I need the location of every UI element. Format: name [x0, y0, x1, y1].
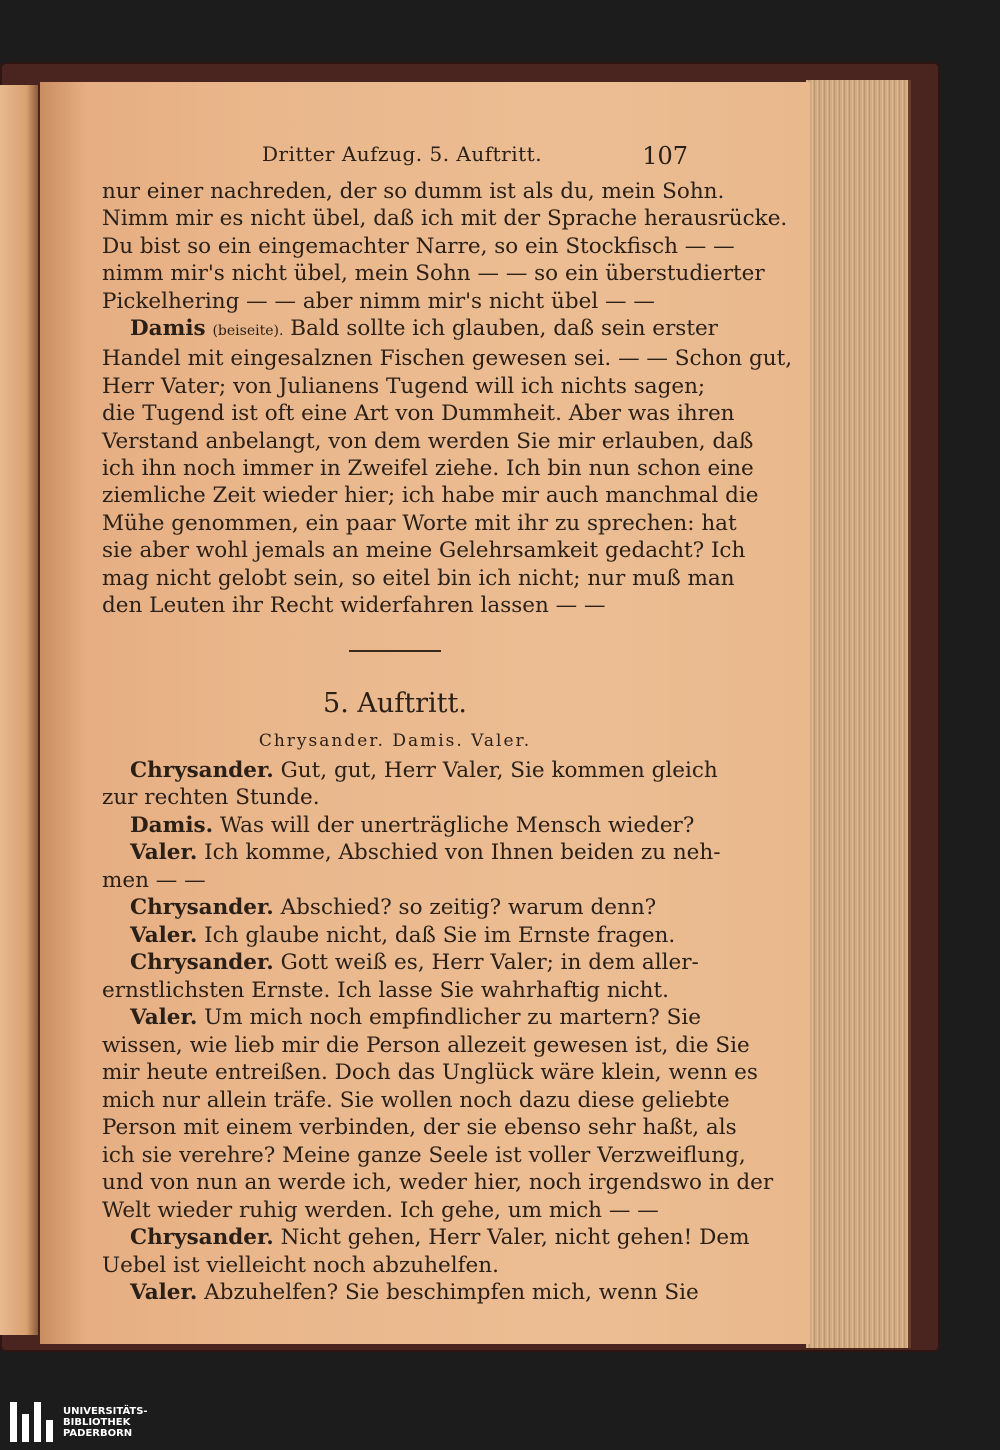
speech-first-line — [102, 812, 695, 840]
speech-first-line — [102, 1279, 699, 1307]
text-line: zur rechten Stunde. — [102, 785, 320, 810]
text-line: sie aber wohl jemals an meine Gelehrsamkeit gedacht? Ich — [102, 538, 746, 564]
text-line: Pickelhering — — aber nimm mir's nicht übel — — — [102, 288, 655, 314]
text-line: Person mit einem verbinden, der sie ebenso sehr haßt, als — [102, 1115, 737, 1140]
text-line: die Tugend ist oft eine Art von Dummheit. Aber was ihren — [102, 401, 735, 427]
text-line: men — — — [102, 867, 206, 893]
speech-first-line — [102, 1004, 701, 1032]
speech-text: Ich glaube nicht, daß Sie im Ernste fragen. — [204, 922, 676, 948]
text-line: mich nur allein träfe. Sie wollen noch dazu diese geliebte — [102, 1087, 730, 1113]
dialogue — [102, 757, 774, 1307]
speech-first-line — [102, 949, 699, 977]
page-text — [102, 142, 793, 1307]
text-line: Nimm mir es nicht übel, daß ich mit der Sprache herausrücke. — [102, 206, 788, 232]
text-line: und von nun an werde ich, weder hier, noch irgendswo in der — [102, 1170, 774, 1195]
text-line: ich ihn noch immer in Zweifel ziehe. Ich bin nun schon eine — [102, 456, 754, 482]
speech-text: Abschied? so zeitig? warum denn? — [280, 895, 657, 920]
speaker-name: Damis — [130, 316, 206, 342]
scene-persons: Chrysander. Damis. Valer. — [258, 730, 532, 751]
text-line: ich sie verehre? Meine ganze Seele ist voller Verzweiflung, — [102, 1142, 746, 1168]
text-line: mag nicht gelobt sein, so eitel bin ich nicht; nur muß man — [102, 565, 735, 591]
speaker-name: Valer. — [130, 1280, 198, 1305]
speech-text: Ich komme, Abschied von Ihnen beiden zu neh- — [204, 840, 721, 865]
text-line: Verstand anbelangt, von dem werden Sie mir erlauben, daß — [102, 428, 754, 454]
stage-direction: (beiseite). — [212, 323, 284, 340]
text-line: Herr Vater; von Julianens Tugend will ich nichts sagen; — [102, 373, 706, 399]
speech-text: Um mich noch empfindlicher zu martern? Sie — [204, 1005, 701, 1030]
page-edges — [806, 80, 911, 1348]
text-line: ziemliche Zeit wieder hier; ich habe mir auch manchmal die — [102, 483, 759, 509]
speech-text: Abzuhelfen? Sie beschimpfen mich, wenn Sie — [204, 1280, 699, 1305]
speaker-name: Valer. — [130, 840, 198, 865]
text-line: Mühe genommen, ein paar Worte mit ihr zu sprechen: hat — [102, 510, 737, 536]
text-line: den Leuten ihr Recht widerfahren lassen — — — [102, 593, 606, 619]
page-number: 107 — [642, 142, 688, 170]
speaker-name: Chrysander. — [130, 950, 274, 975]
text-line: Uebel ist vielleicht noch abzuhelfen. — [102, 1252, 499, 1278]
speech-first-line — [102, 757, 718, 785]
speech-text: Bald sollte ich glauben, daß sein erster — [290, 316, 718, 342]
text-line: mir heute entreißen. Doch das Unglück wäre klein, wenn es — [102, 1060, 758, 1085]
paragraph-1 — [102, 178, 793, 620]
speaker-name: Valer. — [130, 922, 198, 948]
speech-first-line — [102, 839, 721, 867]
text-line: Handel mit eingesalznen Fischen gewesen sei. — — Schon gut, — [102, 346, 793, 372]
speaker-name: Valer. — [130, 1005, 198, 1030]
text-line: ernstlichsten Ernste. Ich lasse Sie wahrhaftig nicht. — [102, 977, 669, 1003]
speech-text: Gut, gut, Herr Valer, Sie kommen gleich — [280, 757, 718, 783]
text-line: Welt wieder ruhig werden. Ich gehe, um mich — — — [102, 1197, 659, 1223]
text-line: wissen, wie lieb mir die Person allezeit gewesen ist, die Sie — [102, 1032, 750, 1058]
text-line: nimm mir's nicht übel, mein Sohn — — so ein überstudierter — [102, 261, 765, 287]
logo-line: PADERBORN — [63, 1427, 133, 1439]
speaker-name: Chrysander. — [130, 757, 274, 783]
left-page-edge — [0, 85, 38, 1335]
section-divider — [349, 650, 441, 652]
running-header — [102, 142, 688, 178]
speaker-name: Chrysander. — [130, 895, 274, 920]
speaker-name: Damis. — [130, 812, 214, 838]
speech-first-line — [102, 315, 718, 345]
logo-line: BIBLIOTHEK — [63, 1416, 131, 1428]
text-line: nur einer nachreden, der so dumm ist als du, mein Sohn. — [102, 179, 725, 204]
scene-heading: 5. Auftritt. — [323, 687, 467, 719]
speech-first-line — [102, 922, 688, 950]
speech-text: Nicht gehen, Herr Valer, nicht gehen! Dem — [280, 1225, 750, 1250]
text-line: Du bist so ein eingemachter Narre, so ein Stockfisch — — — [102, 233, 735, 259]
speaker-name: Chrysander. — [130, 1225, 274, 1250]
running-title: Dritter Aufzug. 5. Auftritt. — [262, 142, 543, 166]
logo-line: UNIVERSITÄTS- — [63, 1405, 148, 1417]
speech-text: Was will der unerträgliche Mensch wieder? — [219, 812, 695, 838]
speech-text: Gott weiß es, Herr Valer; in dem aller- — [280, 950, 699, 975]
logo-bars-icon — [10, 1402, 53, 1442]
library-logo — [10, 1402, 148, 1442]
speech-first-line — [102, 894, 688, 922]
speech-first-line — [102, 1224, 750, 1252]
